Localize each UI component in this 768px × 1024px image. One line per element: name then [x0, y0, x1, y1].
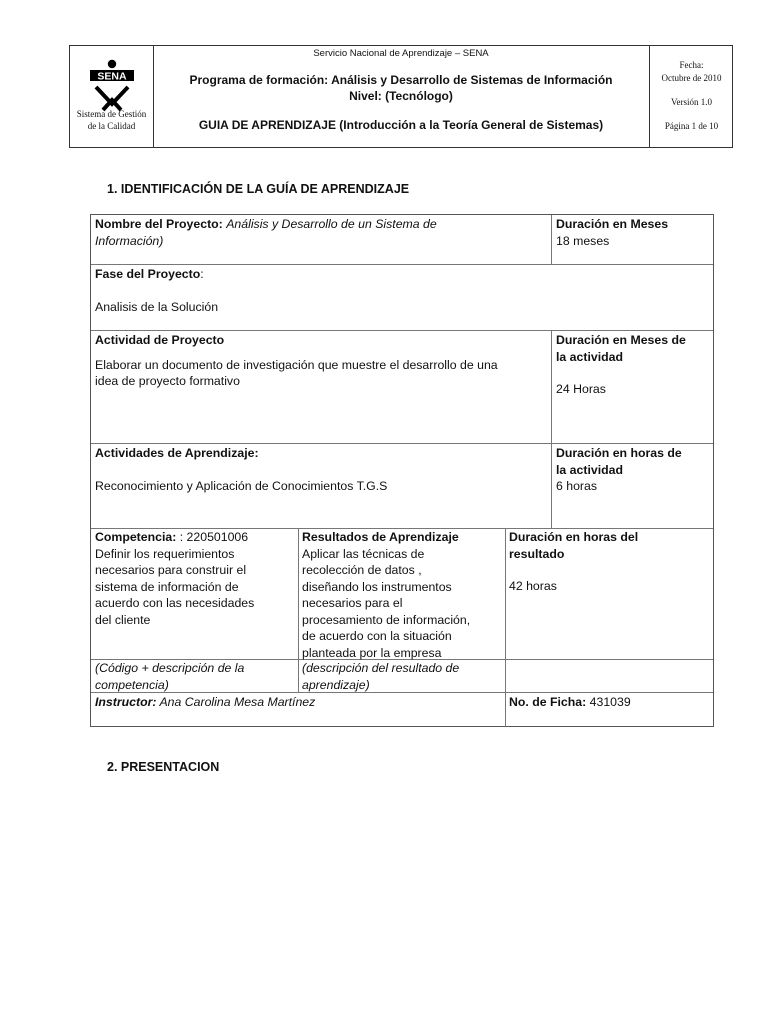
ficha-value: 431039: [586, 695, 631, 709]
competency-note-cell: [95, 660, 295, 693]
results-line: de acuerdo con la situación: [302, 629, 452, 643]
logo-cell: [70, 46, 154, 147]
logo-word: SENA: [97, 70, 127, 83]
results-note-2: aprendizaje): [302, 677, 370, 692]
results-line: procesamiento de información,: [302, 612, 471, 627]
activity-value-1: Elaborar un documento de investigación que muestre el desarrollo de una: [95, 357, 498, 372]
result-duration-value: 42 horas: [509, 579, 557, 593]
page-number: Página 1 de 10: [664, 121, 719, 131]
learning-activities-cell: [95, 445, 547, 494]
instructor-cell: [95, 694, 500, 711]
results-line: diseñando los instrumentos: [302, 579, 452, 594]
competency-label: Competencia:: [95, 530, 177, 544]
header-title-cell: [153, 46, 649, 147]
date-value: Octubre de 2010: [661, 73, 722, 83]
activity-duration-label-2: la actividad: [556, 349, 623, 364]
competency-note-1: (Código + descripción de la: [95, 661, 245, 675]
result-duration-label-2: resultado: [509, 546, 565, 561]
learning-duration-label-1: Duración en horas de: [556, 446, 682, 460]
row-divider: [91, 443, 713, 444]
project-name-label: Nombre del Proyecto:: [95, 217, 223, 231]
program-line-1: Programa de formación: Análisis y Desarrollo de Sistemas de Información: [189, 73, 613, 87]
results-line: Aplicar las técnicas de: [302, 546, 425, 561]
version-text: Versión 1.0: [671, 97, 712, 107]
identification-table: [90, 214, 714, 727]
column-divider: [551, 215, 552, 265]
section-2-heading: 2. PRESENTACION: [107, 760, 220, 774]
duration-months-value: 18 meses: [556, 233, 610, 248]
competency-note-2: competencia): [95, 677, 169, 692]
learning-activities-label: Actividades de Aprendizaje:: [95, 446, 259, 460]
learning-activities-value: Reconocimiento y Aplicación de Conocimientos T.G.S: [95, 478, 388, 493]
date-label: Fecha:: [679, 60, 704, 70]
phase-colon: :: [200, 267, 204, 281]
phase-label: Fase del Proyecto: [95, 267, 201, 281]
results-line: recolección de datos ,: [302, 563, 422, 577]
ficha-label: No. de Ficha:: [509, 695, 587, 709]
results-line: necesarios para el: [302, 596, 403, 610]
phase-cell: [95, 266, 707, 315]
competency-line: sistema de información de: [95, 579, 239, 594]
program-line-2: Nivel: (Tecnólogo): [349, 89, 453, 103]
logo-caption-2: de la Calidad: [87, 121, 136, 131]
phase-value: Analisis de la Solución: [95, 299, 219, 314]
result-duration-label-1: Duración en horas del: [509, 530, 639, 544]
results-note-1: (descripción del resultado de: [302, 661, 460, 675]
project-name-cell: [95, 216, 547, 249]
results-cell: [302, 529, 502, 661]
document-header: [69, 45, 733, 148]
result-duration-cell: [509, 529, 709, 595]
competency-code: : 220501006: [176, 530, 249, 544]
column-divider: [505, 528, 506, 727]
results-label: Resultados de Aprendizaje: [302, 530, 459, 544]
results-note-cell: [302, 660, 502, 693]
learning-duration-cell: [556, 445, 711, 495]
activity-value-2: idea de proyecto formativo: [95, 374, 240, 388]
guide-title: GUIA DE APRENDIZAJE (Introducción a la Teoría General de Sistemas): [198, 118, 604, 132]
learning-duration-value: 6 horas: [556, 479, 598, 493]
activity-duration-cell: [556, 332, 711, 398]
column-divider: [551, 330, 552, 529]
competency-line: Definir los requerimientos: [95, 546, 235, 561]
duration-months-cell: [556, 216, 711, 249]
results-line: planteada por la empresa: [302, 645, 442, 660]
learning-duration-label-2: la actividad: [556, 462, 623, 477]
column-divider: [298, 528, 299, 693]
section-1-heading: 1. IDENTIFICACIÓN DE LA GUÍA DE APRENDIZAJE: [107, 182, 410, 196]
institution-name: Servicio Nacional de Aprendizaje – SENA: [313, 48, 489, 59]
logo-caption-1: Sistema de Gestión: [76, 109, 147, 119]
activity-cell: [95, 332, 550, 390]
competency-cell: [95, 529, 295, 628]
activity-duration-label-1: Duración en Meses de: [556, 333, 686, 347]
duration-months-label: Duración en Meses: [556, 217, 669, 231]
activity-label: Actividad de Proyecto: [95, 333, 225, 347]
activity-duration-value: 24 Horas: [556, 382, 606, 396]
header-meta-cell: [649, 46, 733, 147]
competency-line: acuerdo con las necesidades: [95, 596, 255, 610]
row-divider: [91, 264, 713, 265]
project-name-value-continued: Información): [95, 233, 164, 248]
row-divider: [91, 330, 713, 331]
ficha-cell: [509, 694, 709, 711]
instructor-value: Ana Carolina Mesa Martínez: [156, 695, 316, 709]
competency-line: necesarios para construir el: [95, 563, 247, 577]
project-name-value: Análisis y Desarrollo de un Sistema de: [226, 217, 437, 231]
instructor-label: Instructor:: [95, 695, 157, 709]
competency-line: del cliente: [95, 612, 151, 627]
